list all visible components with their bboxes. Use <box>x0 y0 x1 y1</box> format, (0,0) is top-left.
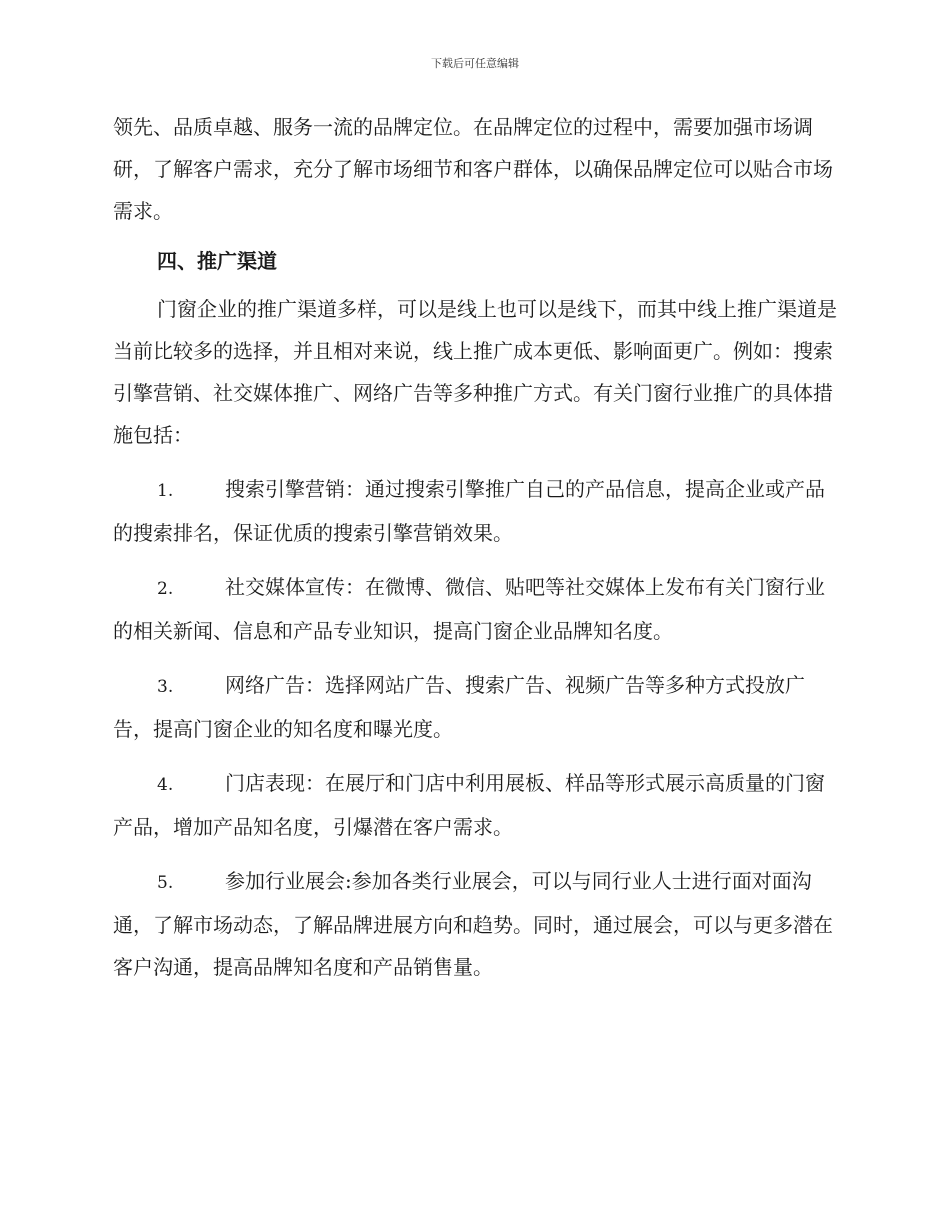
list-item-number: 4. <box>157 775 174 795</box>
list-item-text: 搜索引擎营销：通过搜索引擎推广自己的产品信息，提高企业或产品的搜索排名，保证优质的搜索引擎营销效果。 <box>113 477 825 545</box>
list-item-number: 2. <box>157 579 174 599</box>
list-item-text: 社交媒体宣传：在微博、微信、贴吧等社交媒体上发布有关门窗行业的相关新闻、信息和产品专业知识，提高门窗企业品牌知名度。 <box>113 575 825 643</box>
intro-paragraph: 领先、品质卓越、服务一流的品牌定位。在品牌定位的过程中，需要加强市场调研，了解客户需求，充分了解市场细节和客户群体，以确保品牌定位可以贴合市场需求。 <box>113 115 833 223</box>
section-paragraph: 门窗企业的推广渠道多样，可以是线上也可以是线下，而其中线上推广渠道是当前比较多的选择，并且相对来说，线上推广成本更低、影响面更广。例如：搜索引擎营销、社交媒体推广、网络广告等多种推广方式。有关门窗行业推广的具体措施包括： <box>113 297 837 447</box>
list-item-number: 5. <box>157 873 174 893</box>
list-item-text: 门店表现：在展厅和门店中利用展板、样品等形式展示高质量的门窗产品，增加产品知名度，引爆潜在客户需求。 <box>113 771 825 839</box>
list-item <box>113 762 839 848</box>
list-item <box>113 860 839 988</box>
list-item-number: 3. <box>157 677 174 697</box>
list-item-number: 1. <box>157 481 174 501</box>
list-item-text: 参加行业展会:参加各类行业展会，可以与同行业人士进行面对面沟通，了解市场动态，了解品牌进展方向和趋势。同时，通过展会，可以与更多潜在客户沟通，提高品牌知名度和产品销售量。 <box>113 869 833 979</box>
page-header: 下载后可任意编辑 <box>431 57 519 70</box>
list-item <box>113 566 839 652</box>
list-item-text: 网络广告：选择网站广告、搜索广告、视频广告等多种方式投放广告，提高门窗企业的知名度和曝光度。 <box>113 673 805 741</box>
list-item <box>113 664 839 750</box>
document-body <box>113 106 839 988</box>
list-item <box>113 468 839 554</box>
section-heading: 四、推广渠道 <box>157 249 277 273</box>
